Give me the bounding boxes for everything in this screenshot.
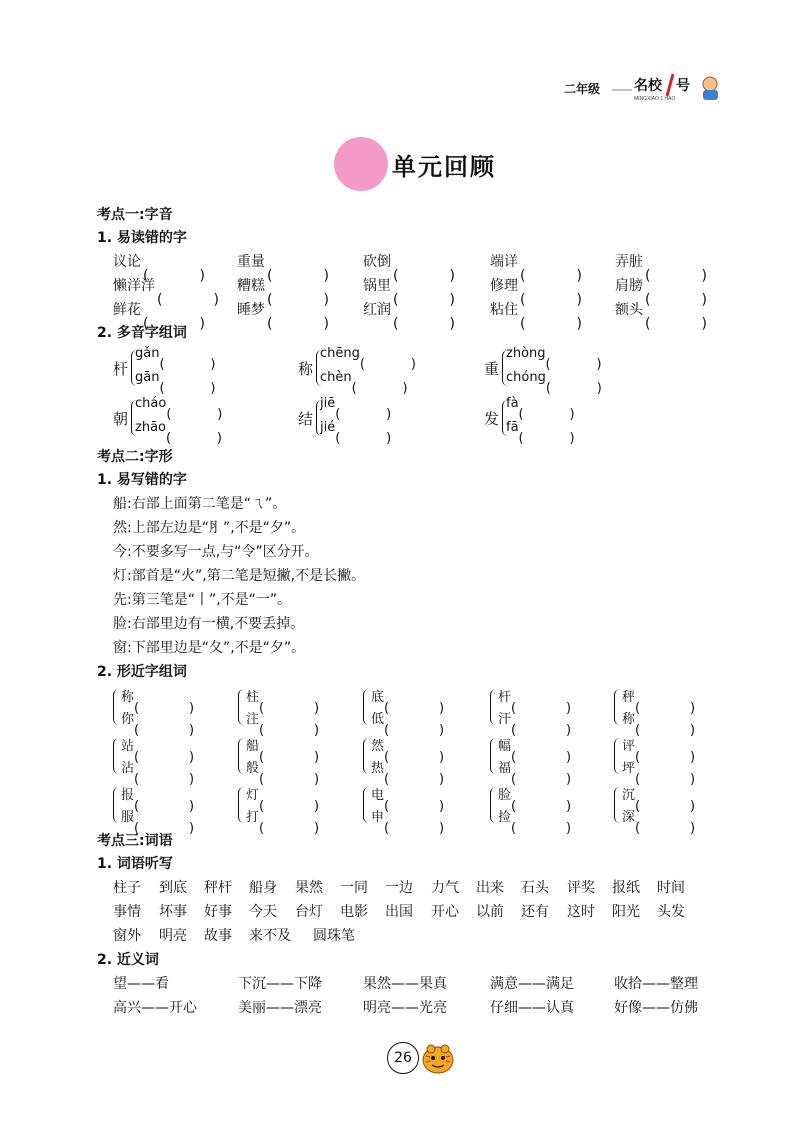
misread-item [490, 252, 582, 272]
similar-char-a [622, 735, 695, 754]
dictation-word: 圆珠笔 [313, 928, 355, 944]
similar-char-a [371, 735, 444, 754]
dictation-word: 窗外 [113, 928, 141, 944]
pinyin-b [320, 370, 408, 385]
similar-char-b [246, 806, 319, 825]
similar-char-b [622, 708, 695, 727]
section2-sub2: 2. 形近字组词 [97, 664, 187, 680]
similar-char-b [622, 806, 695, 825]
similar-char-a [622, 686, 695, 705]
misread-word: 额头 [615, 302, 643, 318]
pinyin-a [506, 346, 602, 361]
misread-item [490, 276, 582, 296]
dictation-word: 一同 [340, 880, 368, 896]
synonym-pair: 下沉——下降 [238, 976, 322, 992]
miswrite-note: 脸:右部里边有一横,不要丢掉。 [113, 616, 305, 632]
dictation-word: 以前 [476, 904, 504, 920]
misread-item [615, 276, 707, 296]
similar-char-b-text: 般 [246, 761, 260, 776]
misread-word: 鲜花 [113, 302, 141, 318]
misread-item [113, 276, 219, 296]
similar-char-a-text: 灯 [246, 788, 260, 803]
similar-char-a [246, 686, 319, 705]
polyphone-char: 结 [298, 410, 314, 428]
similar-char-b [121, 708, 194, 727]
misread-word: 肩膀 [615, 278, 643, 294]
similar-char-a [121, 735, 194, 754]
page-title: 单元回顾 [392, 153, 496, 181]
synonym-pair: 果然——果真 [363, 976, 447, 992]
dictation-word: 事情 [113, 904, 141, 920]
dictation-word: 到底 [159, 880, 187, 896]
section3-sub2: 2. 近义词 [97, 952, 159, 968]
similar-char-a [121, 686, 194, 705]
similar-char-a [246, 735, 319, 754]
misread-item [237, 252, 329, 272]
dictation-word: 秤杆 [204, 880, 232, 896]
pinyin-a-text: zhòng [506, 346, 546, 361]
misread-word: 糟糕 [237, 278, 265, 294]
similar-char-a [498, 784, 571, 803]
mascot-body-icon [703, 90, 718, 100]
dictation-word: 头发 [657, 904, 685, 920]
misread-item [490, 300, 582, 320]
pinyin-a-text: fà [506, 396, 519, 411]
pinyin-b [135, 420, 222, 435]
section2-title: 考点二:字形 [97, 449, 173, 465]
misread-word: 议论 [113, 254, 141, 270]
misread-word: 睡梦 [237, 302, 265, 318]
dictation-word: 柱子 [113, 880, 141, 896]
similar-char-b [498, 708, 571, 727]
misread-word: 粘住 [490, 302, 518, 318]
similar-char-a-text: 底 [371, 690, 385, 705]
similar-char-b [622, 757, 695, 776]
polyphone-char: 称 [298, 360, 314, 378]
header-grade: 二年级 [564, 82, 601, 96]
dictation-word: 出国 [385, 904, 413, 920]
similar-char-b [246, 757, 319, 776]
miswrite-note: 灯:部首是“火”,第二笔是短撇,不是长撇。 [113, 568, 366, 584]
pinyin-a-text: gǎn [135, 346, 160, 361]
dictation-word: 电影 [340, 904, 368, 920]
polyphone-char: 朝 [113, 410, 129, 428]
miswrite-note: 先:第三笔是“丨”,不是“一”。 [113, 592, 292, 608]
dictation-word: 还有 [521, 904, 549, 920]
similar-char-a-text: 评 [622, 739, 636, 754]
misread-word: 砍倒 [363, 254, 391, 270]
similar-char-b-text: 沾 [121, 761, 135, 776]
similar-char-a-text: 脸 [498, 788, 512, 803]
dictation-word: 坏事 [159, 904, 187, 920]
pinyin-b-text: chóng [506, 370, 546, 385]
similar-char-b [246, 708, 319, 727]
section1-title: 考点一:字音 [97, 207, 173, 223]
misread-word: 重量 [237, 254, 265, 270]
dictation-word: 船身 [249, 880, 277, 896]
dictation-word: 故事 [204, 928, 232, 944]
synonym-pair: 美丽——漂亮 [238, 1000, 322, 1016]
dictation-word: 明亮 [159, 928, 187, 944]
section2-sub1: 1. 易写错的字 [97, 472, 187, 488]
miswrite-note: 船:右部上面第二笔是“ㄟ”。 [113, 496, 287, 512]
synonym-pair: 收拾——整理 [614, 976, 698, 992]
pinyin-a [320, 346, 416, 361]
misread-item [113, 300, 205, 320]
dictation-word: 这时 [567, 904, 595, 920]
similar-char-a-text: 秤 [622, 690, 636, 705]
dictation-word: 今天 [249, 904, 277, 920]
section3-sub1: 1. 词语听写 [97, 856, 173, 872]
similar-char-a-text: 称 [121, 690, 135, 705]
section1-sub2: 2. 多音字组词 [97, 325, 187, 341]
pinyin-b [506, 420, 575, 435]
pinyin-a-text: cháo [135, 396, 167, 411]
misread-item [615, 252, 707, 272]
banner-circle-icon [334, 137, 388, 191]
misread-item [237, 276, 329, 296]
dictation-word: 石头 [521, 880, 549, 896]
similar-char-b-text: 注 [246, 712, 260, 727]
brand-num: 号 [676, 77, 690, 93]
similar-char-b-text: 坪 [622, 761, 636, 776]
similar-char-b [498, 806, 571, 825]
similar-char-b-text: 深 [622, 810, 636, 825]
similar-char-b [121, 757, 194, 776]
dictation-word: 一边 [385, 880, 413, 896]
pinyin-a-text: jiē [320, 396, 336, 411]
pinyin-b-text: gān [135, 370, 160, 385]
polyphone-char: 重 [484, 360, 500, 378]
pinyin-b-text: chèn [320, 370, 352, 385]
similar-char-a-text: 报 [121, 788, 135, 803]
brand-text: 名校 [634, 77, 662, 93]
synonym-pair: 满意——满足 [490, 976, 574, 992]
similar-char-b [371, 757, 444, 776]
similar-char-a [371, 686, 444, 705]
similar-char-a-text: 杆 [498, 690, 512, 705]
similar-char-b [371, 806, 444, 825]
similar-char-b-text: 打 [246, 810, 260, 825]
similar-char-b-text: 低 [371, 712, 385, 727]
similar-char-a-text: 幅 [498, 739, 512, 754]
similar-char-a [622, 784, 695, 803]
similar-char-b-text: 捡 [498, 810, 512, 825]
misread-item [237, 300, 329, 320]
dictation-word: 出来 [476, 880, 504, 896]
dictation-word: 开心 [431, 904, 459, 920]
misread-item [615, 300, 707, 320]
misread-word: 红润 [363, 302, 391, 318]
dictation-word: 报纸 [612, 880, 640, 896]
similar-char-a-text: 站 [121, 739, 135, 754]
pinyin-b [506, 370, 602, 385]
similar-char-b-text: 汗 [498, 712, 512, 727]
similar-char-b-text: 称 [622, 712, 636, 727]
synonym-pair: 明亮——光亮 [363, 1000, 447, 1016]
pinyin-b [135, 370, 215, 385]
page-number: 26 [387, 1042, 419, 1074]
dictation-word: 好事 [204, 904, 232, 920]
misread-word: 修理 [490, 278, 518, 294]
similar-char-b-text: 服 [121, 810, 135, 825]
similar-char-b-text: 申 [371, 810, 385, 825]
tiger-mascot-icon [418, 1038, 458, 1078]
similar-char-a [246, 784, 319, 803]
synonym-pair: 高兴——开心 [113, 1000, 197, 1016]
similar-char-a [371, 784, 444, 803]
polyphone-char: 杆 [113, 360, 129, 378]
dictation-word: 来不及 [249, 928, 291, 944]
header-brand-logo [612, 70, 732, 102]
pinyin-a [506, 396, 575, 411]
similar-char-b-text: 福 [498, 761, 512, 776]
misread-word: 端详 [490, 254, 518, 270]
similar-char-b-text: 你 [121, 712, 135, 727]
misread-item [363, 252, 455, 272]
dictation-word: 阳光 [612, 904, 640, 920]
miswrite-note: 然:上部左边是“⺼”,不是“夕”。 [113, 520, 306, 536]
similar-char-b [371, 708, 444, 727]
similar-char-a-text: 然 [371, 739, 385, 754]
similar-char-b [121, 806, 194, 825]
pinyin-a-text: chēng [320, 346, 360, 361]
pinyin-a [135, 396, 222, 411]
misread-item [363, 276, 455, 296]
synonym-pair: 好像——仿佛 [614, 1000, 698, 1016]
similar-char-b [498, 757, 571, 776]
pinyin-b [320, 420, 391, 435]
dictation-word: 果然 [295, 880, 323, 896]
brand-sub: MINGXIAO 1 HAO [634, 96, 676, 102]
misread-item [113, 252, 205, 272]
misread-item [363, 300, 455, 320]
misread-word: 弄脏 [615, 254, 643, 270]
mascot-icon [703, 77, 717, 91]
similar-char-a [498, 686, 571, 705]
misread-word: 锅里 [363, 278, 391, 294]
miswrite-note: 今:不要多写一点,与“令”区分开。 [113, 544, 319, 560]
pinyin-b-text: jié [320, 420, 336, 435]
similar-char-a-text: 沉 [622, 788, 636, 803]
miswrite-note: 窗:下部里边是“夂”,不是“夕”。 [113, 640, 306, 656]
dictation-word: 时间 [657, 880, 685, 896]
similar-char-a-text: 船 [246, 739, 260, 754]
misread-word: 懒洋洋 [113, 278, 155, 294]
dictation-word: 力气 [431, 880, 459, 896]
pinyin-a [320, 396, 391, 411]
similar-char-a [498, 735, 571, 754]
pinyin-a [135, 346, 215, 361]
dictation-word: 评奖 [567, 880, 595, 896]
similar-char-a-text: 柱 [246, 690, 260, 705]
section3-title: 考点三:词语 [97, 833, 173, 849]
pinyin-b-text: fā [506, 420, 519, 435]
similar-char-a-text: 电 [371, 788, 385, 803]
polyphone-char: 发 [484, 410, 500, 428]
similar-char-a [121, 784, 194, 803]
section1-sub1: 1. 易读错的字 [97, 230, 187, 246]
similar-char-b-text: 热 [371, 761, 385, 776]
pinyin-b-text: zhāo [135, 420, 166, 435]
dictation-word: 台灯 [295, 904, 323, 920]
synonym-pair: 望——看 [113, 976, 169, 992]
synonym-pair: 仔细——认真 [490, 1000, 574, 1016]
